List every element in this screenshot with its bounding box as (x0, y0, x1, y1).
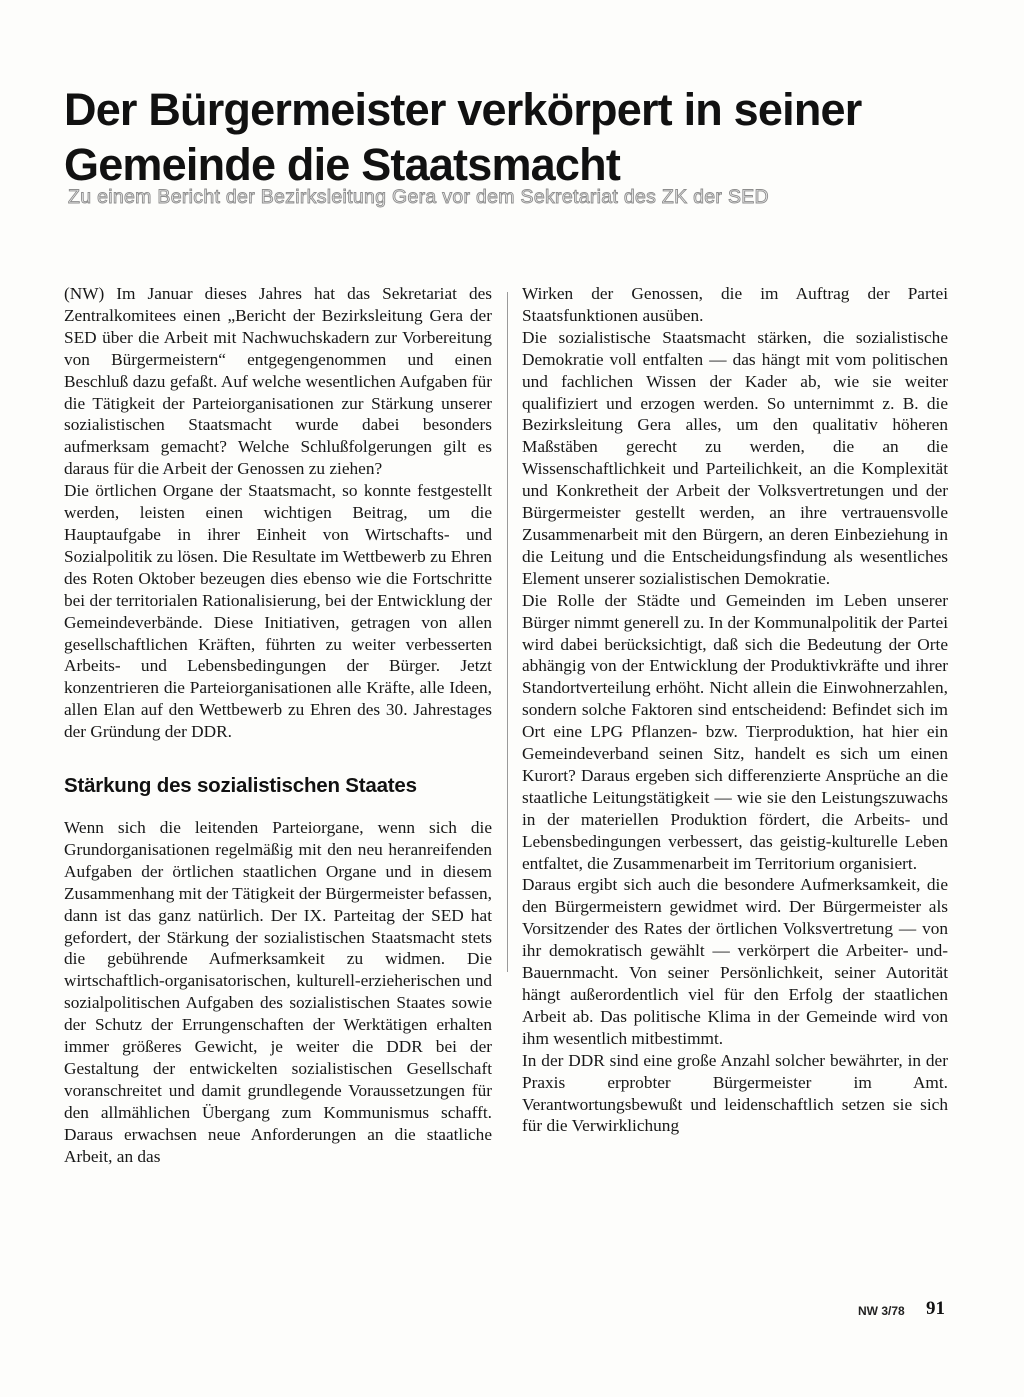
article-subtitle: Zu einem Bericht der Bezirksleitung Gera vor dem Sekretariat des ZK der SED (68, 186, 769, 208)
right-column (522, 283, 948, 1137)
paragraph: Die Rolle der Städte und Gemeinden im Leben unserer Bürger nimmt generell zu. In der Kommunalpolitik der Partei wird dabei berücksichtigt, daß sich die Bedeutung der Orte abhängig von der Entwicklung der Produktivkräfte und ihrer Standortverteilung erhöht. Nicht allein die Einwohnerzahlen, sondern solche Faktoren sind entscheidend: Befindet sich im Ort eine LPG Pflanzen- bzw. Tierproduktion, hat hier ein Gemeindeverband seinen Sitz, handelt es sich um einen Kurort? Daraus ergeben sich differenzierte Ansprüche an die staatliche Leitungstätigkeit — wie sie den Leistungszuwachs in der materiellen Produktion fördert, die Arbeits- und Lebensbedingungen verbessert, das geistig-kulturelle Leben entfaltet, die Zusammenarbeit im Territorium organisiert. (522, 590, 948, 873)
issue-label: NW 3/78 (858, 1304, 905, 1318)
paragraph: Die örtlichen Organe der Staatsmacht, so konnte festgestellt werden, leisten einen wichtigen Beitrag, um die Hauptaufgabe in ihrer Einheit von Wirtschafts- und Sozialpolitik zu lösen. Die Resultate im Wettbewerb zu Ehren des Roten Oktober bezeugen dies ebenso wie die Fortschritte bei der territorialen Rationalisierung, bei der Entwicklung der Gemeindeverbände. Diese Initiativen, getragen von allen gesellschaftlichen Kräften, führten zu weiter verbesserten Arbeits- und Lebensbedingungen der Bürger. Jetzt konzentrieren die Parteiorganisationen alle Kräfte, alle Ideen, allen Elan auf den Wettbewerb zu Ehren des 30. Jahrestages der Gründung der DDR. (64, 481, 492, 742)
paragraph: Wenn sich die leitenden Parteiorgane, wenn sich die Grundorganisationen regelmäßig mit den neu heranreifenden Aufgaben der örtlichen staatlichen Organe und in diesem Zusammenhang mit der Tätigkeit der Bürgermeister befassen, dann ist das ganz natürlich. Der IX. Parteitag der SED hat gefordert, der Stärkung der sozialistischen Staatsmacht stets die gebührende Aufmerksamkeit zu widmen. Die wirtschaftlich-organisatorischen, kulturell-erzieherischen und sozialpolitischen Aufgaben des sozialistischen Staates sowie der Schutz der Errungenschaften der Werktätigen erhalten immer größeres Gewicht, je weiter die DDR bei der Gestaltung der entwickelten sozialistischen Gesellschaft voranschreitet und damit grundlegende Voraussetzungen für den allmählichen Übergang zum Kommunismus schafft. Daraus erwachsen neue Anforderungen an die staatliche Arbeit, an das (64, 818, 492, 1166)
page-number: 91 (926, 1298, 945, 1319)
column-divider (507, 292, 508, 972)
left-column (64, 283, 492, 1168)
section-heading: Stärkung des sozialistischen Staates (64, 774, 417, 798)
article-headline: Der Bürgermeister verkörpert in seiner Gemeinde die Staatsmacht (64, 84, 862, 191)
paragraph: In der DDR sind eine große Anzahl solcher bewährter, in der Praxis erprobter Bürgermeister im Amt. Verantwortungsbewußt und leidenschaftlich setzen sie sich für die Verwirklichung (522, 1050, 948, 1136)
paragraph: Wirken der Genossen, die im Auftrag der Partei Staatsfunktionen ausüben. (522, 284, 948, 325)
paragraph: Daraus ergibt sich auch die besondere Aufmerksamkeit, die den Bürgermeistern gewidmet wird. Der Bürgermeister als Vorsitzender des Rates der örtlichen Volksvertretung — von ihr demokratisch gewählt — verkörpert die Arbeiter- und-Bauernmacht. Von seiner Persönlichkeit, seiner Autorität hängt außerordentlich viel für den Erfolg der staatlichen Arbeit ab. Das politische Klima in der Gemeinde wird von ihm wesentlich mitbestimmt. (522, 875, 948, 1048)
paragraph: (NW) Im Januar dieses Jahres hat das Sekretariat des Zentralkomitees einen „Bericht der Bezirksleitung Gera der SED über die Arbeit mit Nachwuchskadern zur Vorbereitung von Bürgermeistern“ entgegengenommen und einen Beschluß dazu gefaßt. Auf welche wesentlichen Aufgaben für die Tätigkeit der Parteiorganisationen zur Stärkung unserer sozialistischen Staatsmacht wurde dabei besonders aufmerksam gemacht? Welche Schlußfolgerungen gilt es daraus für die Arbeit der Genossen zu ziehen? (64, 284, 492, 479)
paragraph: Die sozialistische Staatsmacht stärken, die sozialistische Demokratie voll entfalten — das hängt mit vom politischen und fachlichen Wissen der Kader ab, wie sie weiter qualifiziert und erzogen werden. So unternimmt z. B. die Bezirksleitung Gera alles, um den qualitativ höheren Maßstäben gerecht zu werden, die an die Wissenschaftlichkeit und Parteilichkeit, an die Komplexität und Konkretheit der Arbeit der Volksvertretungen und der Bürgermeister gestellt werden, an ihre vertrauensvolle Zusammenarbeit mit den Bürgern, an deren Einbeziehung in die Leitung und die Entscheidungsfindung als wesentliches Element unserer sozialistischen Demokratie. (522, 327, 948, 588)
